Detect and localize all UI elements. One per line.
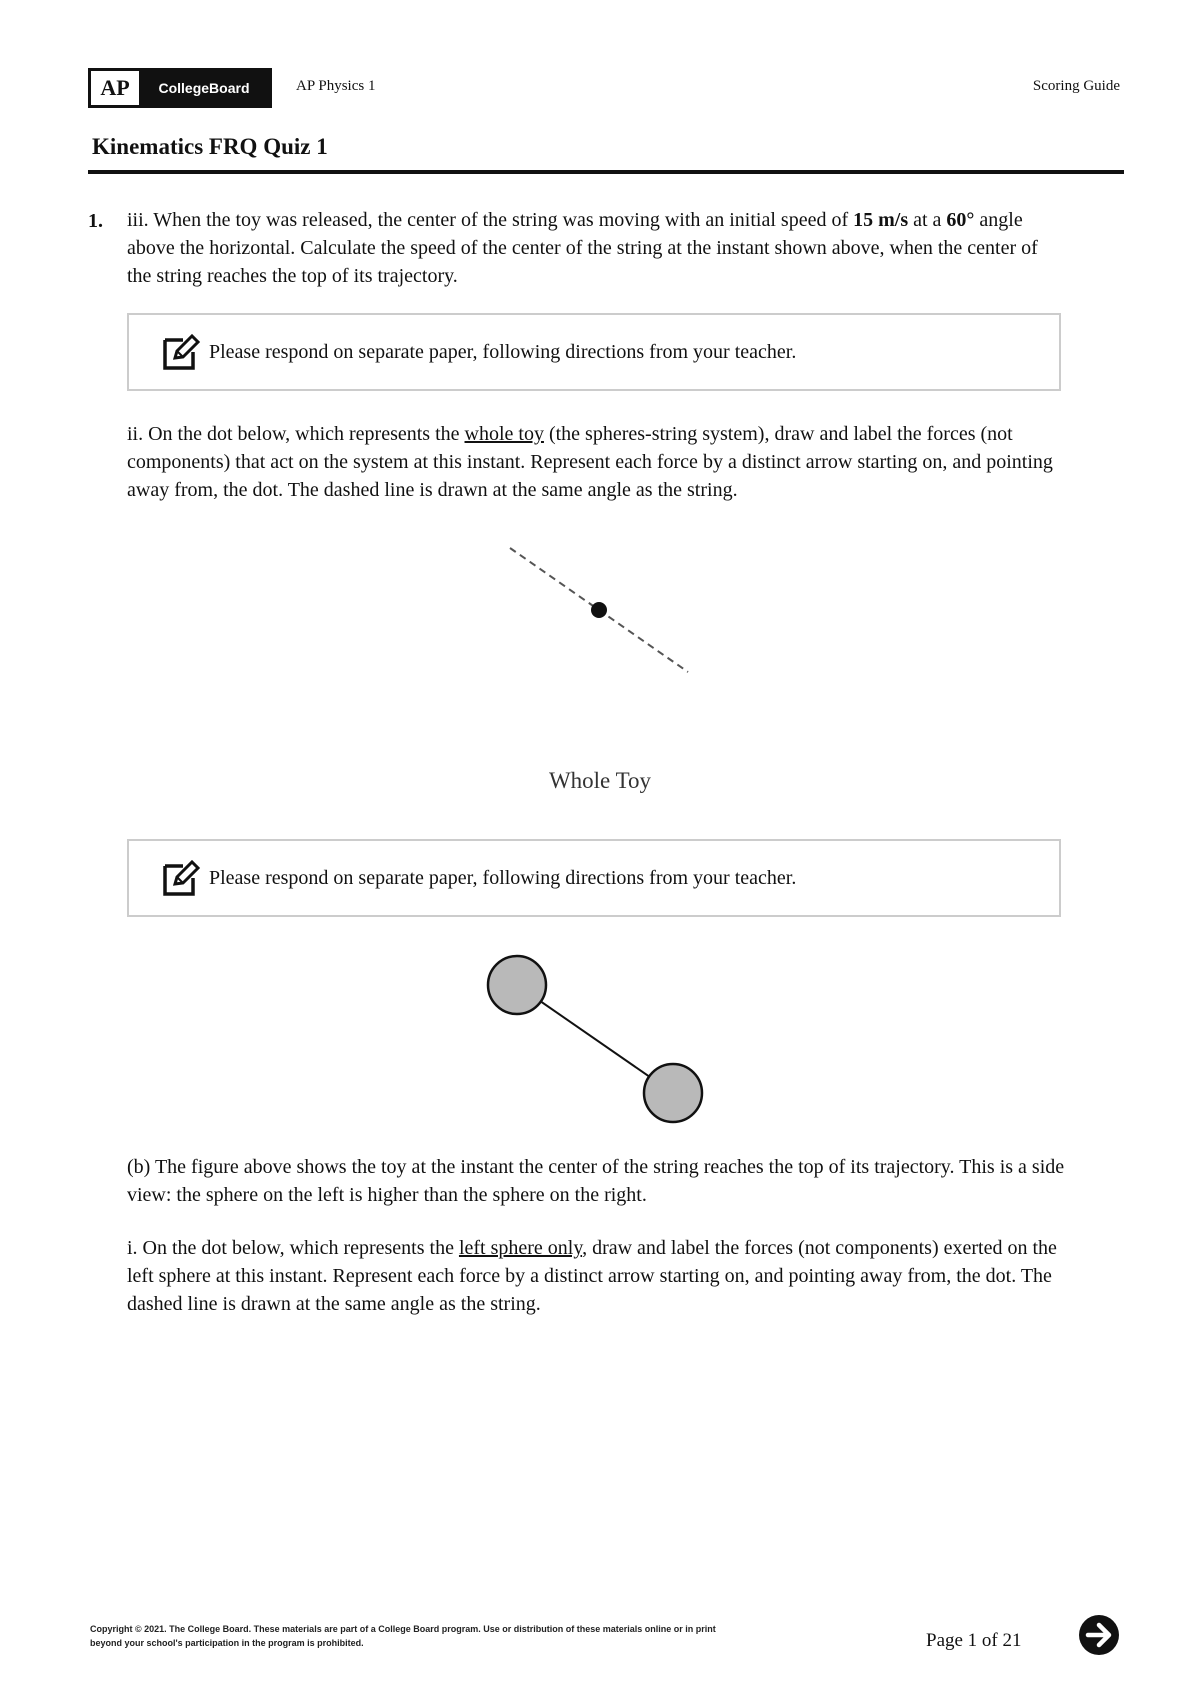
left-sphere-emphasis: left sphere only [458,1237,583,1259]
response-box[interactable] [127,313,1061,391]
part-i-text-2: , draw and label the forces (not components) exerted on the left sphere at this instant. Represent each force by a distinct arrow starting on, and pointing away from, the dot. The dashed line is drawn at the same angle as the string. [127,1237,1057,1315]
initial-speed: 15 m/s [853,209,909,231]
launch-angle: 60° [946,209,975,231]
left-sphere [488,956,546,1014]
pencil-square-icon [161,858,201,898]
next-page-button[interactable] [1078,1614,1120,1656]
ap-collegeboard-logo [88,68,272,108]
figure-caption: Whole Toy [548,768,652,793]
page-indicator: Page 1 of 21 [926,1630,1022,1651]
question-part-ii [127,420,1067,504]
response-instructions: Please respond on separate paper, following directions from your teacher. [209,866,797,889]
part-iii-text-2: at a [908,209,947,231]
system-dot [591,602,607,618]
part-i-text-1: i. On the dot below, which represents the [127,1237,459,1259]
part-ii-text-1: ii. On the dot below, which represents the [127,423,465,445]
part-iii-text-3: angle above the horizontal. Calculate the speed of the center of the string at the instant shown above, when the center of the string reaches the top of its trajectory. [127,209,1038,287]
toy-figure [480,950,720,1130]
course-name: AP Physics 1 [296,78,376,94]
question-part-i [127,1234,1067,1318]
copyright-line-1: Copyright © 2021. The College Board. These materials are part of a College Board program. Use or distribution of these materials online or in print [90,1624,716,1634]
response-instructions: Please respond on separate paper, following directions from your teacher. [209,340,797,363]
arrow-right-circle-icon [1079,1615,1119,1655]
part-iii-text-1: iii. When the toy was released, the center of the string was moving with an initial speed of [127,209,854,231]
question-number: 1. [88,210,103,232]
part-ii-text-2: (the spheres-string system), draw and label the forces (not components) that act on the system at this instant. Represent each force by a distinct arrow starting on, and pointing away from, the dot. The dashed line is drawn at the same angle as the string. [127,423,1053,501]
response-box[interactable] [127,839,1061,917]
title-divider [88,170,1124,174]
whole-toy-dot-diagram[interactable] [500,540,700,680]
collegeboard-logo: CollegeBoard [139,71,269,105]
copyright-line-2: beyond your school's participation in the program is prohibited. [90,1638,364,1648]
pencil-square-icon [161,332,201,372]
question-part-iii [127,206,1057,290]
page-title: Kinematics FRQ Quiz 1 [92,134,328,159]
scoring-guide-label: Scoring Guide [1032,78,1120,94]
right-sphere [644,1064,702,1122]
ap-logo: AP [91,71,139,105]
whole-toy-emphasis: whole toy [464,423,544,445]
question-part-b: (b) The figure above shows the toy at the instant the center of the string reaches the top of its trajectory. This is a side view: the sphere on the left is higher than the sphere on the right. [127,1156,1065,1206]
copyright-notice [90,1622,716,1650]
